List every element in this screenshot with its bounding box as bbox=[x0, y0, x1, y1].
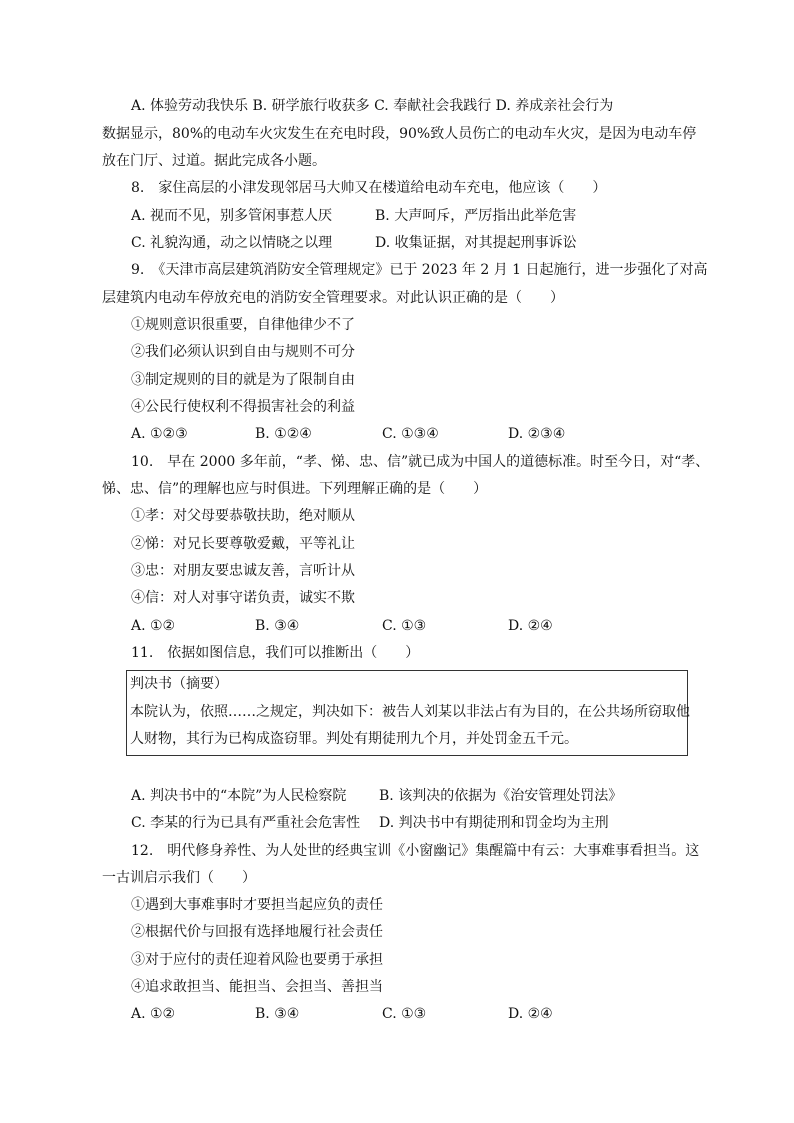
q12-item-3: ③对于应付的责任迎着风险也要勇于承担 bbox=[131, 952, 383, 968]
q9-option-d: D. ②③④ bbox=[508, 426, 566, 442]
q10-item-2: ②悌：对兄长要尊敬爱戴，平等礼让 bbox=[131, 536, 355, 552]
q12-option-c: C. ①③ bbox=[382, 1006, 427, 1022]
q8-option-a: A. 视而不见，别多管闲事惹人厌 bbox=[131, 208, 333, 224]
q11-option-c: C. 李某的行为已具有严重社会危害性 bbox=[131, 815, 361, 831]
q11-option-b: B. 该判决的依据为《治安管理处罚法》 bbox=[379, 788, 623, 804]
q10-option-b: B. ③④ bbox=[255, 618, 300, 634]
judgment-line-2: 人财物，其行为已构成盗窃罪。判处有期徒刑九个月，并处罚金五千元。 bbox=[130, 731, 578, 747]
q12-stem-line-1: 12. 明代修身养性、为人处世的经典宝训《小窗幽记》集醒篇中有云：大事难事看担当。这 bbox=[131, 843, 700, 859]
q9-item-2: ②我们必须认识到自由与规则不可分 bbox=[131, 344, 355, 360]
q9-option-a: A. ①②③ bbox=[131, 426, 188, 442]
q11-stem: 11. 依据如图信息，我们可以推断出（ ） bbox=[131, 645, 420, 661]
q9-stem-line-2: 层建筑内电动车停放充电的消防安全管理要求。对此认识正确的是（ ） bbox=[102, 290, 564, 306]
q10-stem-line-1: 10. 早在 2000 多年前，“孝、悌、忠、信”就已成为中国人的道德标准。时至今日，对“孝、 bbox=[131, 454, 710, 470]
judgment-box bbox=[126, 670, 688, 756]
q10-option-a: A. ①② bbox=[131, 618, 176, 634]
q9-item-1: ①规则意识很重要，自律他律少不了 bbox=[131, 317, 355, 333]
q10-item-1: ①孝：对父母要恭敬扶助，绝对顺从 bbox=[131, 508, 355, 524]
intro-line-2: 放在门厅、过道。据此完成各小题。 bbox=[102, 153, 326, 169]
q9-item-4: ④公民行使权利不得损害社会的利益 bbox=[131, 399, 355, 415]
q9-stem-line-1: 9. 《天津市高层建筑消防安全管理规定》已于 2023 年 2 月 1 日起施行，进一步强化了对高 bbox=[131, 262, 708, 278]
q12-option-b: B. ③④ bbox=[255, 1006, 300, 1022]
q10-stem-line-2: 悌、忠、信”的理解也应与时俱进。下列理解正确的是（ ） bbox=[102, 481, 488, 497]
q9-option-c: C. ①③④ bbox=[382, 426, 439, 442]
judgment-title: 判决书（摘要） bbox=[130, 676, 228, 692]
q12-item-2: ②根据代价与回报有选择地履行社会责任 bbox=[131, 924, 383, 940]
q12-item-4: ④追求敢担当、能担当、会担当、善担当 bbox=[131, 979, 383, 995]
q10-option-c: C. ①③ bbox=[382, 618, 427, 634]
intro-line-1: 数据显示，80%的电动车火灾发生在充电时段，90%致人员伤亡的电动车火灾，是因为电动车停 bbox=[102, 126, 697, 142]
q12-option-a: A. ①② bbox=[131, 1006, 176, 1022]
q8-option-b: B. 大声呵斥，严厉指出此举危害 bbox=[375, 208, 577, 224]
q10-item-3: ③忠：对朋友要忠诚友善，言听计从 bbox=[131, 563, 355, 579]
q11-option-a: A. 判决书中的“本院”为人民检察院 bbox=[131, 788, 347, 804]
q11-option-d: D. 判决书中有期徒刑和罚金均为主刑 bbox=[379, 815, 609, 831]
q8-option-c: C. 礼貌沟通，动之以情晓之以理 bbox=[131, 235, 333, 251]
q9-item-3: ③制定规则的目的就是为了限制自由 bbox=[131, 372, 355, 388]
q10-item-4: ④信：对人对事守诺负责，诚实不欺 bbox=[131, 590, 355, 606]
q9-option-b: B. ①②④ bbox=[255, 426, 312, 442]
judgment-line-1: 本院认为，依照……之规定，判决如下：被告人刘某以非法占有为目的，在公共场所窃取他 bbox=[130, 704, 690, 720]
q12-option-d: D. ②④ bbox=[508, 1006, 553, 1022]
q12-stem-line-2: 一古训启示我们（ ） bbox=[102, 870, 256, 886]
q10-option-d: D. ②④ bbox=[508, 618, 553, 634]
q8-option-d: D. 收集证据，对其提起刑事诉讼 bbox=[375, 235, 577, 251]
q12-item-1: ①遇到大事难事时才要担当起应负的责任 bbox=[131, 897, 383, 913]
q7-options: A. 体验劳动我快乐 B. 研学旅行收获多 C. 奉献社会我践行 D. 养成亲社会行为 bbox=[131, 98, 614, 114]
q8-stem: 8. 家住高层的小津发现邻居马大帅又在楼道给电动车充电，他应该（ ） bbox=[131, 180, 607, 196]
